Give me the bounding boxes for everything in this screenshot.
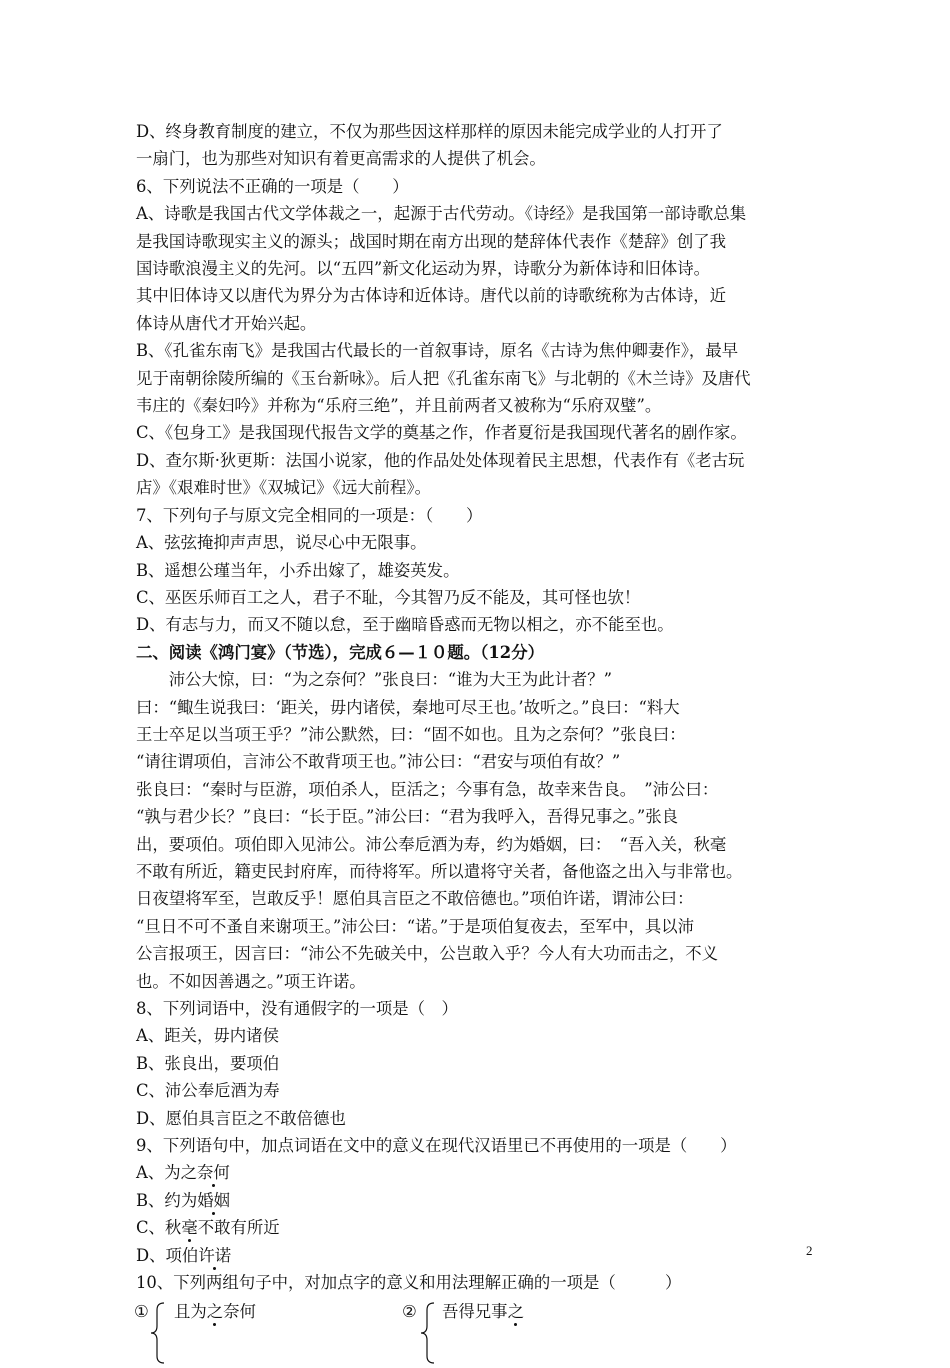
q7-option-d: D、有志与力，而又不随以怠，至于幽暗昏惑而无物以相之，亦不能至也。 <box>136 615 674 635</box>
passage-line-2: 曰：“鲰生说我曰：‘距关，毋内诸侯，秦地可尽王也。’故听之。”良曰：“料大 <box>136 697 680 717</box>
q6-option-b-line1: B、《孔雀东南飞》是我国古代最长的一首叙事诗，原名《古诗为焦仲卿妻作》，最早 <box>136 341 739 361</box>
page-number: 2 <box>806 1243 813 1258</box>
q8-option-b: B、张良出，要项伯 <box>136 1053 280 1073</box>
dotted-word: 奈何 <box>197 1163 230 1183</box>
q6-option-b-line2: 见于南朝徐陵所编的《玉台新咏》。后人把《孔雀东南飞》与北朝的《木兰诗》及唐代 <box>136 368 751 388</box>
dotted-word: 之 <box>507 1302 524 1322</box>
q6-option-d-line1: D、查尔斯·狄更斯：法国小说家，他的作品处处体现着民主思想，代表作有《老古玩 <box>136 450 745 470</box>
q9-option-a: A、为之奈何 <box>136 1163 230 1183</box>
dotted-word: 毫 <box>181 1218 198 1238</box>
q6-option-a-line5: 体诗从唐代才开始兴起。 <box>136 313 317 333</box>
q9-option-c: C、秋毫不敢有所近 <box>136 1218 280 1238</box>
left-brace-icon <box>420 1302 436 1364</box>
passage-line-9: 日夜望将军至，岂敢反乎！愿伯具言臣之不敢倍德也。”项伯许诺，谓沛公曰： <box>136 889 694 909</box>
q5-option-d-line1: D、终身教育制度的建立，不仅为那些因这样那样的原因未能完成学业的人打开了 <box>136 122 723 141</box>
passage-line-8: 不敢有所近，籍吏民封府库，而待将军。所以遣将守关者，备他盗之出入与非常也。 <box>136 861 743 881</box>
dotted-word: 之 <box>206 1302 224 1322</box>
q6-option-d-line2: 店》《艰难时世》《双城记》《远大前程》。 <box>136 478 432 498</box>
q7-stem: 7、下列句子与原文完全相同的一项是：（ ） <box>136 505 483 525</box>
passage-line-12: 也。不如因善遇之。”项王许诺。 <box>136 971 366 991</box>
q8-option-a: A、距关，毋内诸侯 <box>136 1026 279 1046</box>
q10-group2-sentence: 吾得兄事之 <box>442 1302 524 1322</box>
q8-option-c: C、沛公奉卮酒为寿 <box>136 1081 280 1101</box>
q6-option-c: C、《包身工》是我国现代报告文学的奠基之作，作者夏衍是我国现代著名的剧作家。 <box>136 423 747 443</box>
document-body <box>136 118 816 1368</box>
passage-line-10: “旦日不可不蚤自来谢项王。”沛公曰：“诺。”于是项伯复夜去，至军中，具以沛 <box>136 916 695 936</box>
q9-stem: 9、下列语句中，加点词语在文中的意义在现代汉语里已不再使用的一项是（ ） <box>136 1136 737 1156</box>
q7-option-c: C、巫医乐师百工之人，君子不耻，今其智乃反不能及，其可怪也欤！ <box>136 587 641 607</box>
passage-line-3: 王士卒足以当项王乎？”沛公默然，曰：“固不如也。且为之奈何？”张良曰： <box>136 724 686 744</box>
q10-group2-number: ② <box>402 1302 417 1322</box>
passage-line-7: 出，要项伯。项伯即入见沛公。沛公奉卮酒为寿，约为婚姻，曰： “吾入关，秋毫 <box>136 834 727 854</box>
q6-option-b-line3: 韦庄的《秦妇吟》并称为“乐府三绝”，并且前两者又被称为“乐府双璧”。 <box>136 396 662 416</box>
left-brace-icon <box>150 1302 166 1364</box>
passage-line-1: 沛公大惊，曰：“为之奈何？”张良曰：“谁为大王为此计者？” <box>136 670 613 690</box>
q6-option-a-line2: 是我国诗歌现实主义的源头；战国时期在南方出现的楚辞体代表作《楚辞》创了我 <box>136 231 727 251</box>
section-two-heading: 二、阅读《鸿门宴》（节选），完成６—１０题。（12分） <box>136 642 544 662</box>
passage-line-5: 张良曰：“秦时与臣游，项伯杀人，臣活之；今事有急，故幸来告良。 ”沛公曰： <box>136 779 719 799</box>
dotted-word: 婚姻 <box>197 1190 230 1210</box>
q10-stem: 10、下列两组句子中，对加点字的意义和用法理解正确的一项是（ ） <box>136 1273 682 1293</box>
q6-option-a-line3: 国诗歌浪漫主义的先河。以“五四”新文化运动为界，诗歌分为新体诗和旧体诗。 <box>136 259 711 279</box>
q10-groups <box>136 1298 816 1368</box>
q6-stem: 6、下列说法不正确的一项是（ ） <box>136 176 409 196</box>
passage-line-6: “孰与君少长？”良曰：“长于臣。”沛公曰：“君为我呼入，吾得兄事之。”张良 <box>136 807 678 827</box>
q9-option-b: B、约为婚姻 <box>136 1190 230 1210</box>
q10-group1-sentence: 且为之奈何 <box>174 1302 256 1322</box>
passage-line-11: 公言报项王，因言曰：“沛公不先破关中，公岂敢入乎？今人有大功而击之，不义 <box>136 944 719 964</box>
q5-option-d-line2: 一扇门，也为那些对知识有着更高需求的人提供了机会。 <box>136 149 546 169</box>
q6-option-a-line4: 其中旧体诗又以唐代为界分为古体诗和近体诗。唐代以前的诗歌统称为古体诗，近 <box>136 286 727 306</box>
q9-option-d: D、项伯许诺 <box>136 1245 232 1265</box>
passage-line-4: “请往谓项伯，言沛公不敢背项王也。”沛公曰：“君安与项伯有故？” <box>136 752 621 772</box>
q8-stem: 8、下列词语中，没有通假字的一项是（ ） <box>136 999 458 1018</box>
dotted-word: 许诺 <box>198 1245 232 1265</box>
q8-option-d: D、愿伯具言臣之不敢倍德也 <box>136 1108 346 1128</box>
q10-group1-number: ① <box>134 1302 149 1322</box>
q7-option-a: A、弦弦掩抑声声思，说尽心中无限事。 <box>136 533 427 553</box>
q7-option-b: B、遥想公瑾当年，小乔出嫁了，雄姿英发。 <box>136 560 460 580</box>
q6-option-a-line1: A、诗歌是我国古代文学体裁之一，起源于古代劳动。《诗经》是我国第一部诗歌总集 <box>136 204 747 224</box>
